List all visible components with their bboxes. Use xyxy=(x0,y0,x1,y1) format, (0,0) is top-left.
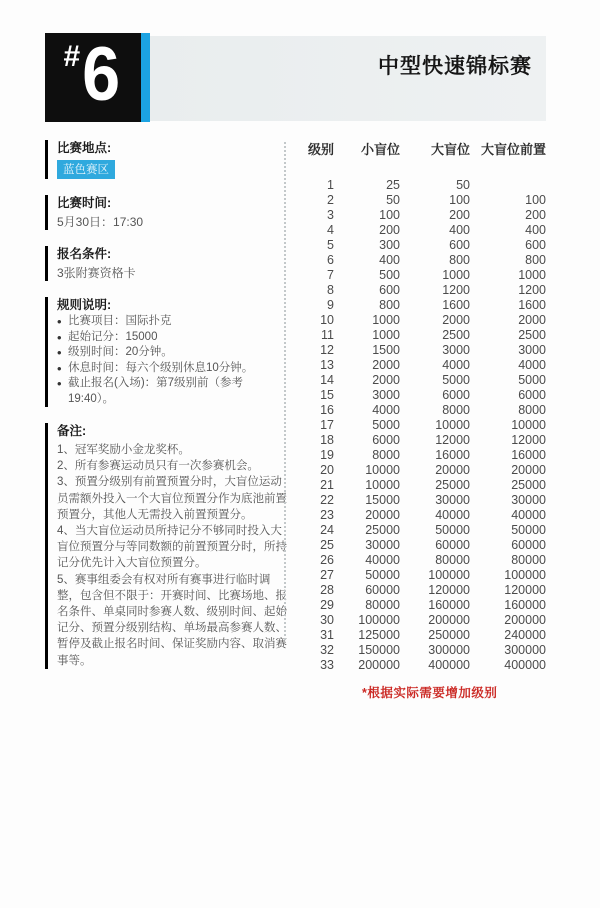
page-title: 中型快速锦标赛 xyxy=(378,55,532,78)
table-cell: 3000 xyxy=(442,343,470,357)
time-value: 5月30日：17:30 xyxy=(57,215,144,229)
table-cell: 16 xyxy=(320,403,334,417)
table-cell: 2500 xyxy=(442,328,470,342)
table-cell: 3000 xyxy=(372,388,400,402)
table-row xyxy=(300,553,546,568)
table-cell: 12000 xyxy=(435,433,470,447)
table-row xyxy=(300,613,546,628)
table-cell: 160000 xyxy=(428,598,470,612)
table-cell: 23 xyxy=(320,508,334,522)
table-row xyxy=(300,193,546,208)
table-cell: 1600 xyxy=(518,298,546,312)
table-row xyxy=(300,463,546,478)
table-cell: 800 xyxy=(525,253,546,267)
table-row xyxy=(300,373,546,388)
table-cell: 200000 xyxy=(358,658,400,672)
table-cell: 4000 xyxy=(442,358,470,372)
table-cell: 20 xyxy=(320,463,334,477)
section-entry xyxy=(45,246,287,281)
table-cell: 1600 xyxy=(442,298,470,312)
table-cell: 1200 xyxy=(518,283,546,297)
table-cell: 20000 xyxy=(511,463,546,477)
entry-value: 3张附赛资格卡 xyxy=(57,266,136,280)
table-row xyxy=(300,598,546,613)
table-cell: 2 xyxy=(327,193,334,207)
table-cell: 400 xyxy=(525,223,546,237)
table-cell: 32 xyxy=(320,643,334,657)
table-row xyxy=(300,388,546,403)
table-cell: 60000 xyxy=(511,538,546,552)
table-cell: 15 xyxy=(320,388,334,402)
table-row xyxy=(300,403,546,418)
table-cell: 30000 xyxy=(435,493,470,507)
title-bar xyxy=(150,36,546,121)
table-cell: 200 xyxy=(449,208,470,222)
table-cell: 600 xyxy=(525,238,546,252)
table-row xyxy=(300,658,546,673)
table-cell: 1000 xyxy=(442,268,470,282)
table-cell: 17 xyxy=(320,418,334,432)
table-cell: 100 xyxy=(449,193,470,207)
table-cell: 28 xyxy=(320,583,334,597)
rule-item: • 比赛项目：国际扑克 xyxy=(57,314,287,330)
rule-item: • 休息时间：每六个级别休息10分钟。 xyxy=(57,361,287,377)
table-cell: 4000 xyxy=(372,403,400,417)
table-cell: 80000 xyxy=(435,553,470,567)
table-cell: 12 xyxy=(320,343,334,357)
table-row xyxy=(300,283,546,298)
table-cell: 1000 xyxy=(518,268,546,282)
table-cell: 80000 xyxy=(511,553,546,567)
table-cell: 14 xyxy=(320,373,334,387)
table-row xyxy=(300,313,546,328)
table-cell: 2000 xyxy=(372,358,400,372)
table-cell: 25000 xyxy=(435,478,470,492)
table-cell: 50 xyxy=(386,193,400,207)
table-cell: 4 xyxy=(327,223,334,237)
table-cell: 19 xyxy=(320,448,334,462)
table-cell: 5 xyxy=(327,238,334,252)
table-cell: 400 xyxy=(379,253,400,267)
table-cell: 80000 xyxy=(365,598,400,612)
note-item: 5、赛事组委会有权对所有赛事进行临时调整，包含但不限于：开赛时间、比赛场地、报名条件、单桌同时参赛人数、级别时间、起始记分、预置分级别结构、单场最高参赛人数、暂停及截止报名时间、保证奖励内容、取消赛事等。 xyxy=(57,573,287,667)
table-cell: 3 xyxy=(327,208,334,222)
table-cell: 200 xyxy=(379,223,400,237)
table-cell: 50 xyxy=(456,178,470,192)
column-header: 小盲位 xyxy=(360,142,400,157)
column-header: 大盲位前置 xyxy=(480,142,546,157)
table-cell: 100000 xyxy=(428,568,470,582)
table-cell: 27 xyxy=(320,568,334,582)
table-cell: 50000 xyxy=(511,523,546,537)
table-cell: 125000 xyxy=(358,628,400,642)
table-cell: 16000 xyxy=(435,448,470,462)
table-row xyxy=(300,358,546,373)
table-row xyxy=(300,253,546,268)
table-row xyxy=(300,208,546,223)
column-header: 级别 xyxy=(307,142,334,157)
table-cell: 200000 xyxy=(428,613,470,627)
table-cell: 250000 xyxy=(428,628,470,642)
table-cell: 8000 xyxy=(372,448,400,462)
table-cell: 30 xyxy=(320,613,334,627)
rules-label: 规则说明: xyxy=(57,298,112,312)
table-cell: 22 xyxy=(320,493,334,507)
rule-item: • 级别时间：20分钟。 xyxy=(57,345,287,361)
table-cell: 9 xyxy=(327,298,334,312)
dotted-divider xyxy=(284,142,286,640)
section-location xyxy=(45,140,287,179)
table-cell xyxy=(470,178,546,193)
note-item: 1、冠军奖励小金龙奖杯。 xyxy=(57,444,190,456)
table-cell: 10000 xyxy=(365,463,400,477)
table-cell: 240000 xyxy=(504,628,546,642)
table-cell: 400 xyxy=(449,223,470,237)
table-cell: 4000 xyxy=(518,358,546,372)
note-item: 2、所有参赛运动员只有一次参赛机会。 xyxy=(57,460,259,473)
section-time xyxy=(45,195,287,230)
table-cell: 25 xyxy=(386,178,400,192)
table-cell: 2500 xyxy=(518,328,546,342)
table-cell: 600 xyxy=(449,238,470,252)
table-cell: 1 xyxy=(327,178,334,192)
table-cell: 2000 xyxy=(442,313,470,327)
section-notes xyxy=(45,423,287,669)
table-row xyxy=(300,493,546,508)
table-cell: 6000 xyxy=(372,433,400,447)
event-number-hash: # xyxy=(63,40,81,73)
table-cell: 150000 xyxy=(358,643,400,657)
table-cell: 25 xyxy=(320,538,334,552)
table-cell: 6000 xyxy=(518,388,546,402)
table-cell: 26 xyxy=(320,553,334,567)
table-cell: 60000 xyxy=(365,583,400,597)
table-cell: 1000 xyxy=(372,313,400,327)
table-cell: 160000 xyxy=(504,598,546,612)
table-cell: 1200 xyxy=(442,283,470,297)
table-row xyxy=(300,478,546,493)
table-cell: 6 xyxy=(327,253,334,267)
table-cell: 2000 xyxy=(372,373,400,387)
table-row xyxy=(300,298,546,313)
table-cell: 21 xyxy=(320,478,334,492)
table-row xyxy=(300,223,546,238)
table-cell: 40000 xyxy=(511,508,546,522)
table-row xyxy=(300,568,546,583)
table-cell: 800 xyxy=(449,253,470,267)
table-row xyxy=(300,328,546,343)
blinds-table-body xyxy=(300,178,546,673)
table-cell: 40000 xyxy=(435,508,470,522)
time-label: 比赛时间: xyxy=(57,196,112,210)
location-label: 比赛地点: xyxy=(57,141,112,155)
table-cell: 30000 xyxy=(365,538,400,552)
table-cell: 50000 xyxy=(435,523,470,537)
table-cell: 30000 xyxy=(511,493,546,507)
table-cell: 100 xyxy=(379,208,400,222)
table-row xyxy=(300,523,546,538)
table-cell: 100 xyxy=(525,193,546,207)
table-cell: 40000 xyxy=(365,553,400,567)
table-cell: 300000 xyxy=(428,643,470,657)
table-row xyxy=(300,433,546,448)
table-row xyxy=(300,343,546,358)
table-cell: 5000 xyxy=(372,418,400,432)
table-cell: 31 xyxy=(320,628,334,642)
table-cell: 15000 xyxy=(365,493,400,507)
table-cell: 400000 xyxy=(428,658,470,672)
table-cell: 100000 xyxy=(358,613,400,627)
table-cell: 29 xyxy=(320,598,334,612)
section-rules xyxy=(45,297,287,407)
table-cell: 200 xyxy=(525,208,546,222)
table-cell: 10000 xyxy=(511,418,546,432)
table-cell: 25000 xyxy=(511,478,546,492)
note-item: 3、预置分级别有前置预置分时，大盲位运动员需额外投入一个大盲位预置分作为底池前置预置分，其他人无需投入前置预置分。 xyxy=(57,476,287,521)
table-cell: 1500 xyxy=(372,343,400,357)
table-row xyxy=(300,448,546,463)
notes-label: 备注: xyxy=(57,424,87,438)
table-row xyxy=(300,268,546,283)
table-cell: 300 xyxy=(379,238,400,252)
table-cell: 24 xyxy=(320,523,334,537)
table-cell: 60000 xyxy=(435,538,470,552)
table-cell: 8 xyxy=(327,283,334,297)
table-cell: 500 xyxy=(379,268,400,282)
rule-item: • 截止报名(入场)：第7级别前（参考19:40）。 xyxy=(57,376,287,407)
table-cell: 20000 xyxy=(435,463,470,477)
table-cell: 5000 xyxy=(518,373,546,387)
table-cell: 18 xyxy=(320,433,334,447)
table-cell: 7 xyxy=(327,268,334,282)
table-cell: 16000 xyxy=(511,448,546,462)
table-cell: 200000 xyxy=(504,613,546,627)
table-footnote: *根据实际需要增加级别 xyxy=(362,686,498,700)
blinds-table-header-row xyxy=(300,142,546,178)
rule-item: • 起始记分：15000 xyxy=(57,330,287,346)
table-row xyxy=(300,583,546,598)
entry-label: 报名条件: xyxy=(57,247,112,261)
table-cell: 120000 xyxy=(428,583,470,597)
table-cell: 11 xyxy=(321,328,334,342)
rules-list xyxy=(57,314,287,407)
table-row xyxy=(300,643,546,658)
table-cell: 300000 xyxy=(504,643,546,657)
table-cell: 10 xyxy=(320,313,334,327)
table-cell: 100000 xyxy=(504,568,546,582)
table-cell: 12000 xyxy=(511,433,546,447)
table-cell: 120000 xyxy=(504,583,546,597)
note-item: 4、当大盲位运动员所持记分不够同时投入大盲位预置分与等同数额的前置预置分时，所持记分优先计入大盲位预置分。 xyxy=(57,525,287,570)
table-cell: 50000 xyxy=(365,568,400,582)
table-cell: 13 xyxy=(320,358,334,372)
table-cell: 400000 xyxy=(504,658,546,672)
table-cell: 5000 xyxy=(442,373,470,387)
table-cell: 8000 xyxy=(442,403,470,417)
table-cell: 20000 xyxy=(365,508,400,522)
table-cell: 6000 xyxy=(442,388,470,402)
table-row xyxy=(300,508,546,523)
event-number: 6 xyxy=(82,32,121,117)
table-cell: 3000 xyxy=(518,343,546,357)
accent-stripe xyxy=(141,33,150,122)
table-cell: 33 xyxy=(320,658,334,672)
table-cell: 800 xyxy=(379,298,400,312)
table-cell: 10000 xyxy=(435,418,470,432)
table-row xyxy=(300,628,546,643)
table-cell: 1000 xyxy=(372,328,400,342)
table-cell: 10000 xyxy=(365,478,400,492)
table-cell: 2000 xyxy=(518,313,546,327)
table-row xyxy=(300,238,546,253)
table-row xyxy=(300,418,546,433)
notes-list xyxy=(57,442,287,669)
column-header: 大盲位 xyxy=(430,142,470,157)
table-row xyxy=(300,538,546,553)
table-cell: 8000 xyxy=(518,403,546,417)
location-zone-badge: 蓝色赛区 xyxy=(57,160,115,179)
blinds-panel xyxy=(300,142,546,673)
info-panel xyxy=(45,140,287,685)
blinds-table xyxy=(300,142,546,673)
table-cell: 25000 xyxy=(365,523,400,537)
event-number-box xyxy=(45,33,141,122)
table-row xyxy=(300,178,546,193)
table-cell: 600 xyxy=(379,283,400,297)
